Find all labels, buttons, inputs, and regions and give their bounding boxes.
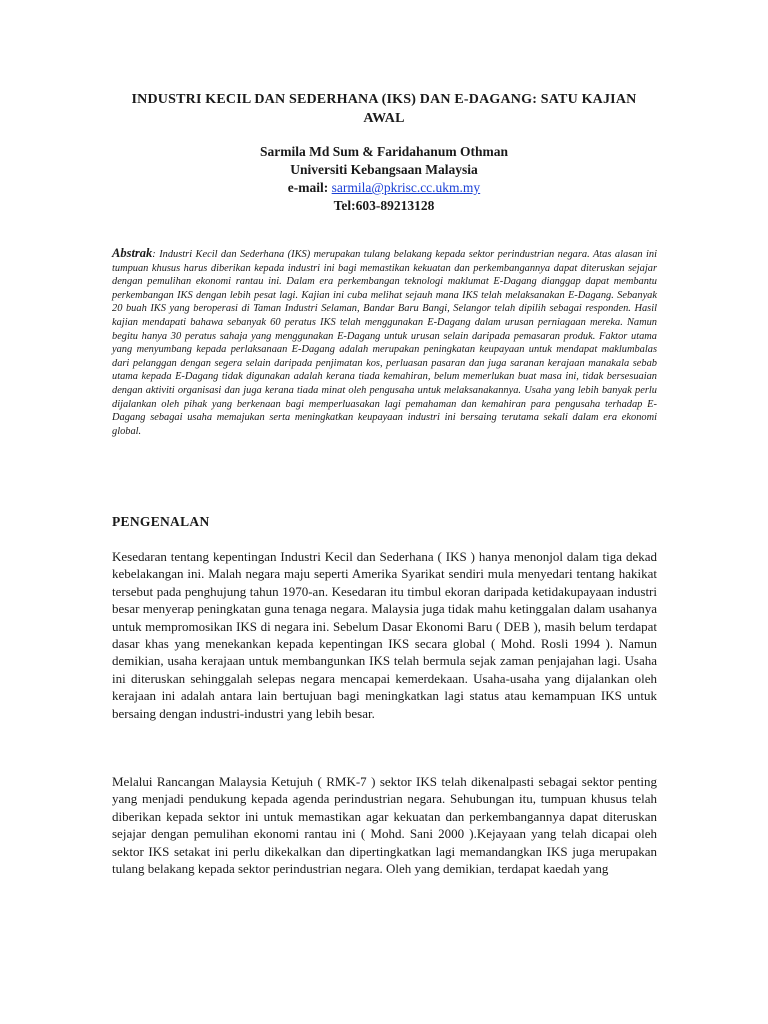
- section-heading: PENGENALAN: [112, 514, 210, 529]
- affiliation: Universiti Kebangsaan Malaysia: [290, 162, 478, 177]
- email-line: [110, 179, 658, 197]
- author-names: Sarmila Md Sum & Faridahanum Othman: [260, 144, 508, 159]
- email-label: e-mail:: [287, 180, 329, 195]
- abstract-label: Abstrak: [112, 246, 153, 260]
- body-paragraph-1: Kesedaran tentang kepentingan Industri Kecil dan Sederhana ( IKS ) hanya menonjol dalam tiga dekad kebelakangan ini. Malah negara maju seperti Amerika Syarikat sendiri mula menyedari tentang hakikat tersebut pada penghujung tahun 1970-an. Kesedaran itu timbul ekoran daripada ketidakupayaan industri besar menyerap peningkatan guna tenaga negara. Malaysia juga tidak mahu ketinggalan dalam usahanya untuk mempromosikan IKS di negara ini. Sebelum Dasar Ekonomi Baru ( DEB ), masih belum terdapat dasar khas yang menekankan kepada kepentingan IKS secara global ( Mohd. Rosli 1994 ). Namun demikian, usaha kerajaan untuk membangunkan IKS telah bermula sejak zaman penjajahan lagi. Usaha ini diteruskan sehinggalah selepas negara mencapai kemerdekaan. Usaha-usaha yang dijalankan oleh kerajaan ini adalah antara lain bertujuan bagi meningkatkan lagi status atau kemampuan IKS untuk bersaing dengan industri-industri yang lebih besar.: [112, 549, 657, 721]
- paper-title: INDUSTRI KECIL DAN SEDERHANA (IKS) DAN E-DAGANG: SATU KAJIAN AWAL: [131, 92, 637, 126]
- body-paragraph-2: Melalui Rancangan Malaysia Ketujuh ( RMK-7 ) sektor IKS telah dikenalpasti sebagai sektor penting yang menjadi pendukung kepada agenda perindustrian negara. Sehubungan itu, tumpuan khusus telah diberikan kepada sektor ini untuk memastikan agar kekuatan dan perkembangannya dapat diteruskan sejajar dengan pemulihan ekonomi rantau ini ( Mohd. Sani 2000 ).Kejayaan yang telah dicapai oleh sektor IKS setakat ini perlu dikekalkan dan dipertingkatkan lagi memandangkan IKS juga merupakan tulang belakang kepada sektor perindustrian negara. Oleh yang demikian, terdapat kaedah yang: [112, 774, 657, 877]
- email-link[interactable]: sarmila@pkrisc.cc.ukm.my: [331, 180, 481, 195]
- telephone: Tel:603-89213128: [333, 198, 435, 213]
- author-block: [110, 143, 658, 215]
- abstract-text: : Industri Kecil dan Sederhana (IKS) merupakan tulang belakang kepada sektor perindustrian negara. Atas alasan ini tumpuan khusus harus diberikan kepada industri ini bagi memastikan kekuatan dan perkembangannya dapat diteruskan sejajar dengan pemulihan ekonomi rantau ini. Dalam era perkembangan teknologi maklumat E-Dagang dianggap dapat membantu perkembangan IKS dengan lebih pesat lagi. Kajian ini cuba melihat sejauh mana IKS telah melaksanakan E-Dagang. Sebanyak 20 buah IKS yang beroperasi di Taman Industri Selaman, Bandar Baru Bangi, Selangor telah dipilih sebagai responden. Hasil kajian mendapati bahawa sebanyak 60 peratus IKS telah menggunakan E-Dagang dalam urusan perniagaan mereka. Namun begitu hanya 30 peratus sahaja yang menggunakan E-Dagang untuk urusan selain daripada pemasaran produk. Faktor utama yang menyumbang kepada perlaksanaan E-Dagang adalah merupakan peningkatan keupayaan untuk mendapat maklumbalas dari pelanggan dengan segera selain daripada penjimatan kos, perluasan pasaran dan juga saranan kerajaan manakala sebab utama kepada E-Dagang tidak digunakan adalah kerana tiada kemahiran, belum memerlukan buat masa ini, tidak bersesuaian dengan aktiviti organisasi dan juga kerana tiada minat oleh pengusaha untuk melaksanakannya. Usaha yang lebih banyak perlu dijalankan oleh pihak yang berkenaan bagi memperluasakan lagi pemahaman dan kemahiran para pengusaha terhadap E-Dagang sebagai usaha memajukan serta meningkatkan keupayaan industri ini bersaing terutama sekali dalam era ekonomi global.: [112, 249, 657, 437]
- abstract: [112, 247, 657, 438]
